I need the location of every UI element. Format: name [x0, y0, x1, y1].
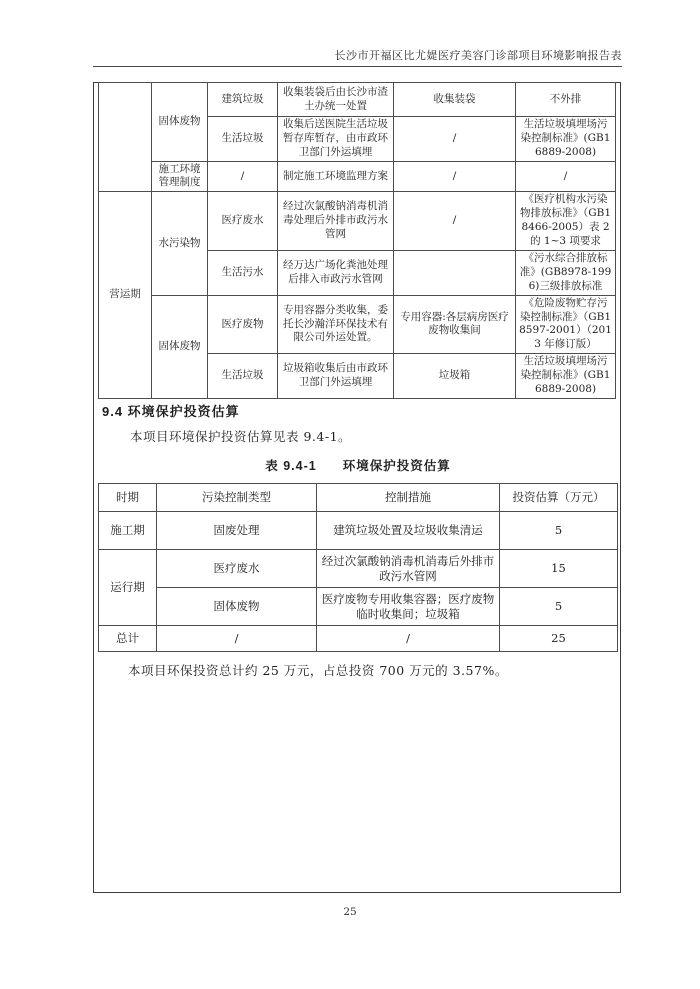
- cell-measure: 经过次氯酸钠消毒机消毒处理后外排市政污水管网: [278, 192, 394, 250]
- cell-type: 生活垃圾: [208, 354, 278, 399]
- table-caption: [94, 456, 622, 474]
- table-row: [99, 161, 616, 192]
- col-header-control-measure: 控制措施: [317, 484, 500, 512]
- cell-facility: [394, 250, 516, 295]
- cell-measure: 专用容器分类收集，委托长沙瀚洋环保技术有限公司外运处置。: [278, 295, 394, 353]
- cell-category: 固体废物: [152, 83, 208, 162]
- cell-investment: 25: [500, 626, 618, 652]
- cell-control-type: 固体废物: [157, 588, 317, 626]
- section-intro-paragraph: 本项目环境保护投资估算见表 9.4-1。: [130, 429, 352, 444]
- cell-type: 医疗废物: [208, 295, 278, 353]
- table-caption-title: 环境保护投资估算: [342, 459, 451, 473]
- cell-period: 运行期: [99, 550, 157, 626]
- cell-standard: 《危险废物贮存污染控制标准》（GB18597-2001）（2013 年修订版）: [516, 295, 616, 353]
- cell-facility: /: [394, 192, 516, 250]
- cell-period-total: 总计: [99, 626, 157, 652]
- cell-facility: /: [394, 117, 516, 162]
- table-row: [99, 295, 616, 353]
- cell-facility: 收集装袋: [394, 83, 516, 117]
- cell-measure: 制定施工环境监理方案: [278, 161, 394, 192]
- cell-period-blank: [99, 83, 152, 192]
- cell-period-operation: 营运期: [99, 192, 152, 398]
- investment-summary-note: 本项目环保投资总计约 25 万元，占总投资 700 万元的 3.57%。: [128, 663, 508, 678]
- cell-standard: 生活垃圾填埋场污染控制标准》(GB16889-2008): [516, 117, 616, 162]
- cell-standard: 《医疗机构水污染物排放标准》（GB18466-2005）表 2 的 1~3 项要求: [516, 192, 616, 250]
- col-header-period: 时期: [99, 484, 157, 512]
- investment-estimate-table: [98, 483, 618, 652]
- cell-type: 医疗废水: [208, 192, 278, 250]
- cell-category: 施工环境管理制度: [152, 161, 208, 192]
- cell-investment: 5: [500, 512, 618, 550]
- document-header-title: 长沙市开福区比尤媞医疗美容门诊部项目环境影响报告表: [334, 49, 622, 62]
- cell-control-type: /: [157, 626, 317, 652]
- table-row: [99, 192, 616, 250]
- page-border-frame: [93, 82, 621, 893]
- table-row-total: [99, 626, 618, 652]
- cell-facility: 专用容器:各层病房医疗废物收集间: [394, 295, 516, 353]
- cell-facility: 垃圾箱: [394, 354, 516, 399]
- cell-measure: 收集后送医院生活垃圾暂存库暂存，由市政环卫部门外运填埋: [278, 117, 394, 162]
- header-divider: [93, 66, 622, 67]
- cell-facility: /: [394, 161, 516, 192]
- cell-control-measure: 建筑垃圾处置及垃圾收集清运: [317, 512, 500, 550]
- cell-measure: 收集装袋后由长沙市渣土办统一处置: [278, 83, 394, 117]
- cell-standard: 不外排: [516, 83, 616, 117]
- cell-investment: 5: [500, 588, 618, 626]
- cell-category: 水污染物: [152, 192, 208, 295]
- pollution-measures-table: [98, 82, 616, 399]
- table-header-row: [99, 484, 618, 512]
- table-row: [99, 83, 616, 117]
- cell-measure: 垃圾箱收集后由市政环卫部门外运填埋: [278, 354, 394, 399]
- cell-control-measure: 医疗废物专用收集容器；医疗废物临时收集间；垃圾箱: [317, 588, 500, 626]
- cell-type: 生活污水: [208, 250, 278, 295]
- table-caption-label: 表 9.4-1: [265, 459, 317, 473]
- cell-control-measure: 经过次氯酸钠消毒机消毒后外排市政污水管网: [317, 550, 500, 588]
- cell-period: 施工期: [99, 512, 157, 550]
- cell-standard: 生活垃圾填埋场污染控制标准》(GB16889-2008): [516, 354, 616, 399]
- table-row: [99, 512, 618, 550]
- cell-standard: /: [516, 161, 616, 192]
- cell-type: /: [208, 161, 278, 192]
- cell-control-type: 固废处理: [157, 512, 317, 550]
- cell-type: 生活垃圾: [208, 117, 278, 162]
- cell-type: 建筑垃圾: [208, 83, 278, 117]
- cell-investment: 15: [500, 550, 618, 588]
- cell-control-measure: /: [317, 626, 500, 652]
- cell-control-type: 医疗废水: [157, 550, 317, 588]
- cell-measure: 经万达广场化粪池处理后排入市政污水管网: [278, 250, 394, 295]
- col-header-control-type: 污染控制类型: [157, 484, 317, 512]
- col-header-investment: 投资估算（万元）: [500, 484, 618, 512]
- section-heading: 9.4 环境保护投资估算: [102, 404, 240, 419]
- cell-standard: 《污水综合排放标准》(GB8978-1996)三级排放标准: [516, 250, 616, 295]
- page-number: 25: [343, 906, 357, 918]
- table-row: [99, 550, 618, 588]
- cell-category: 固体废物: [152, 295, 208, 398]
- table-row: [99, 588, 618, 626]
